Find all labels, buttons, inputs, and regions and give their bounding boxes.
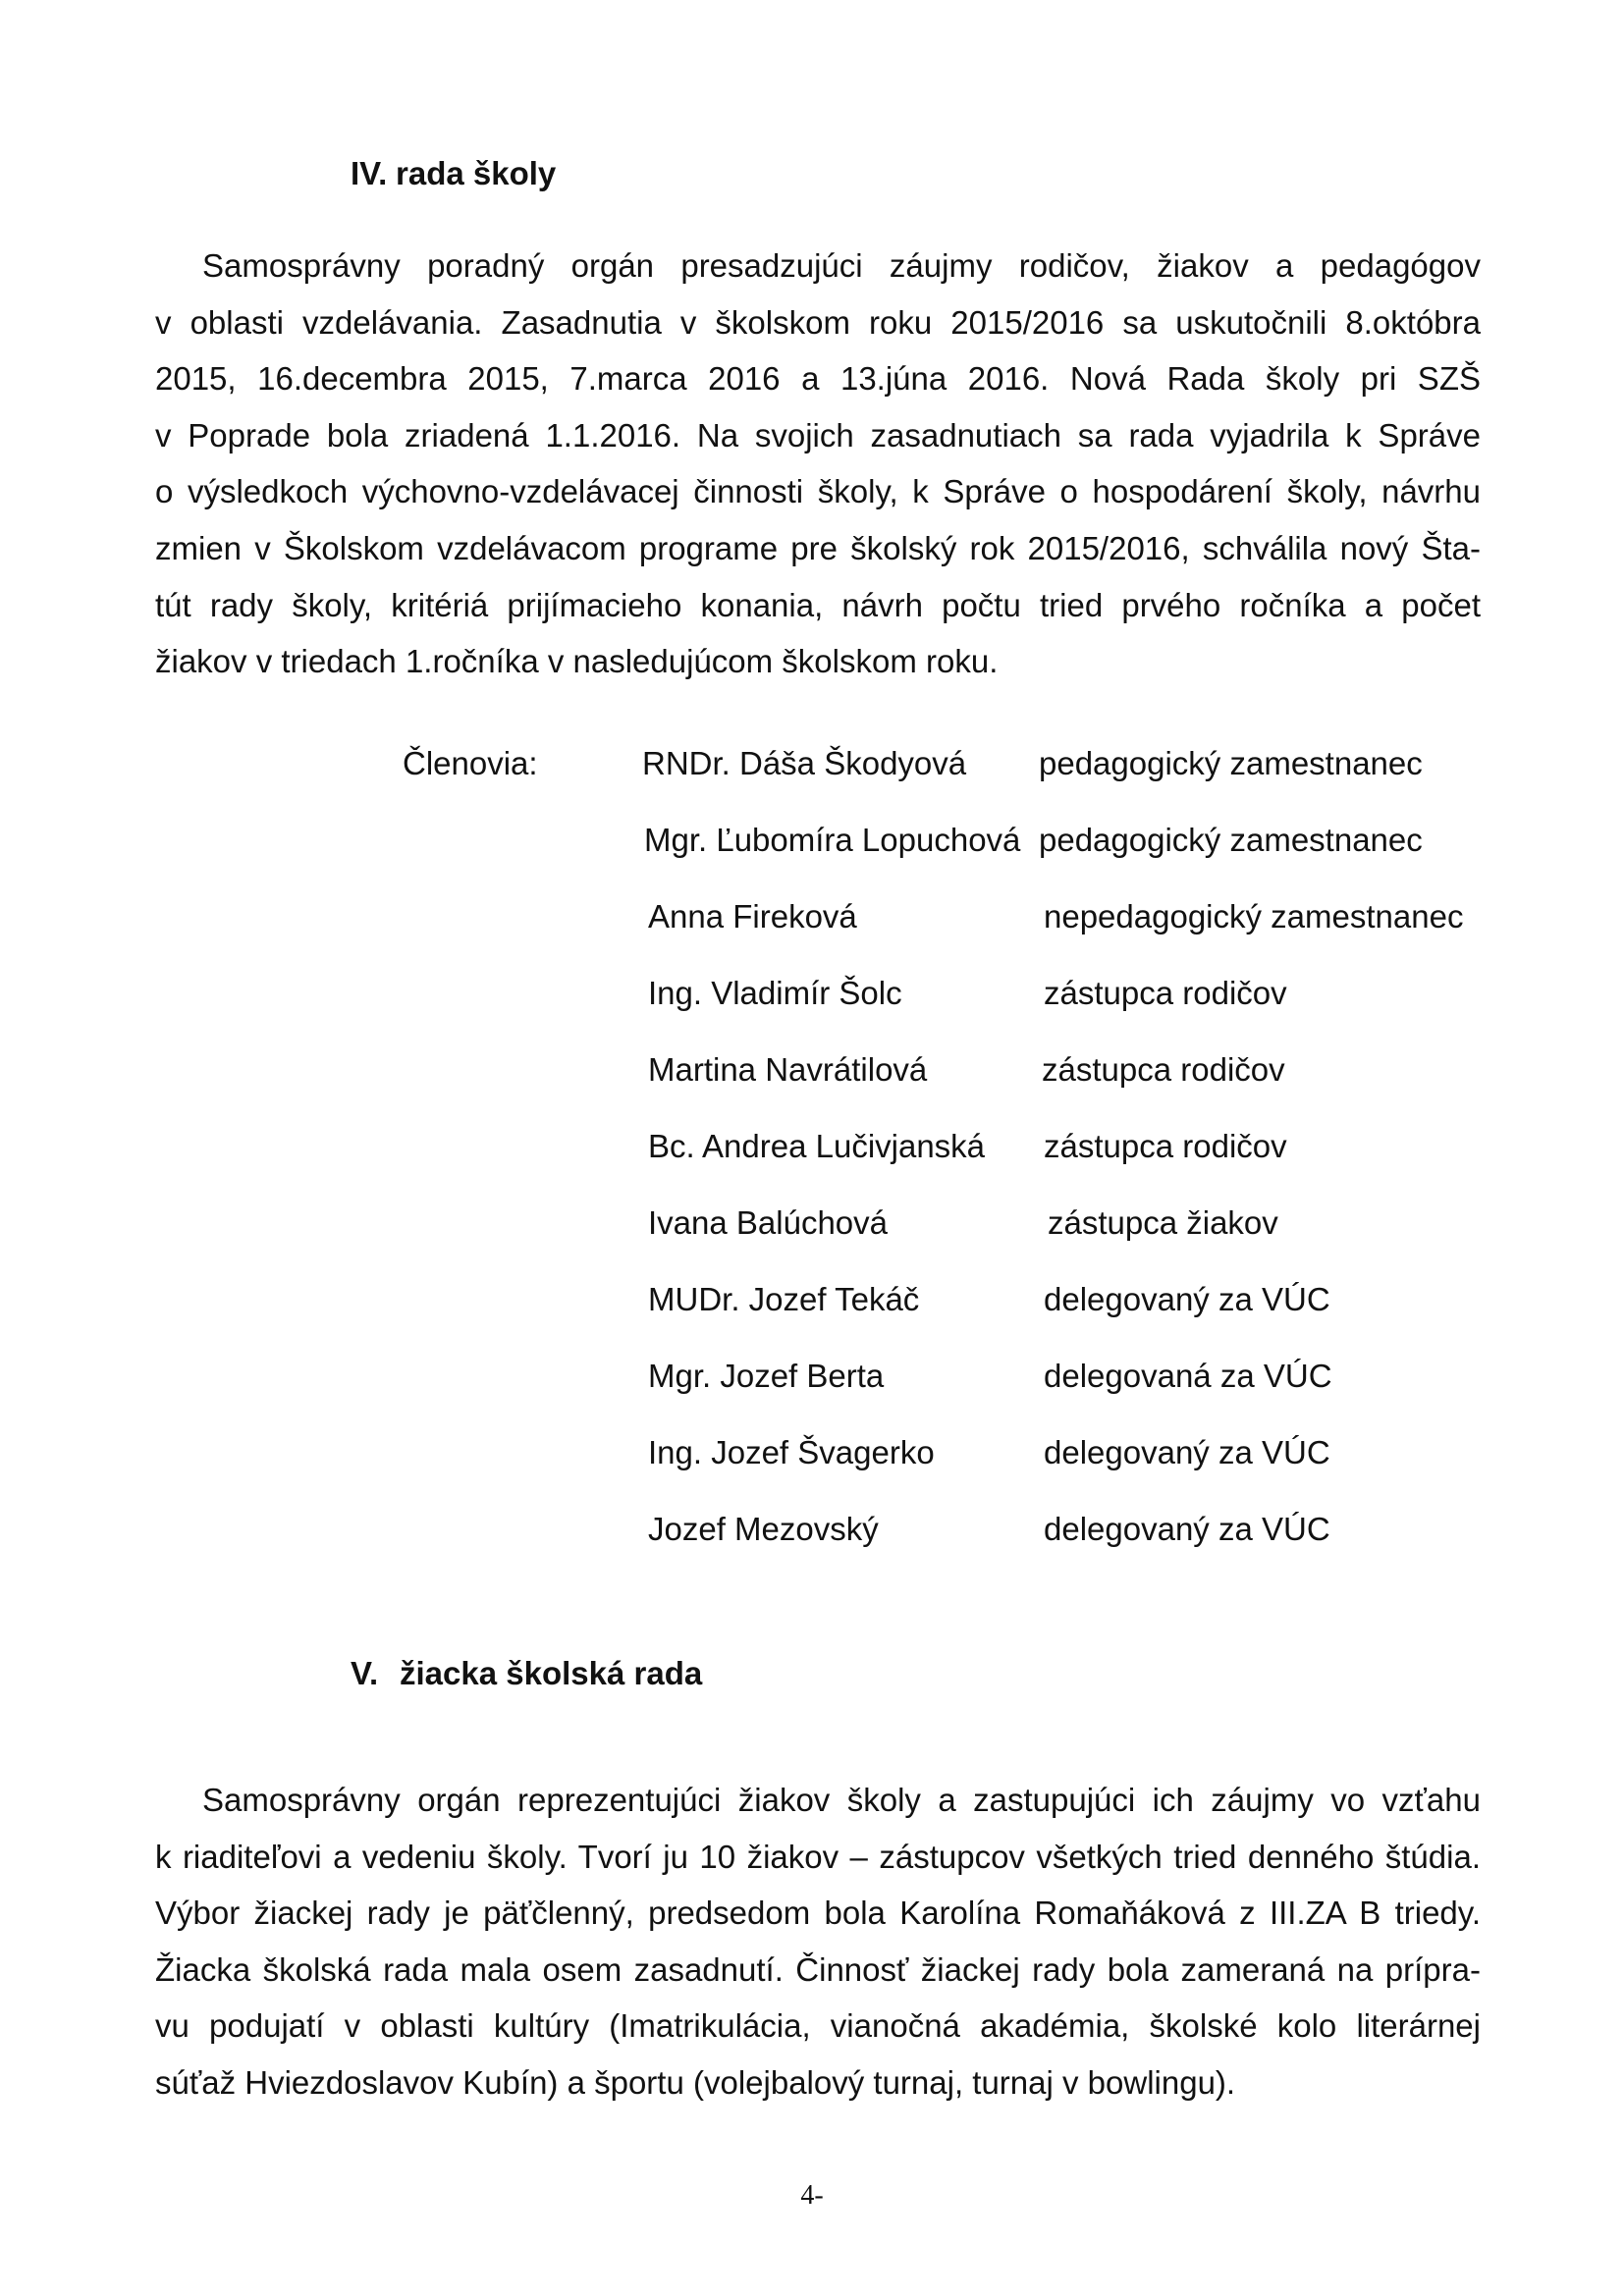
member-row <box>0 819 1624 862</box>
member-name: Ing. Jozef Švagerko <box>648 1434 935 1470</box>
member-role: zástupca žiakov <box>1048 1204 1278 1241</box>
member-role: delegovaný za VÚC <box>1044 1511 1330 1547</box>
member-role: delegovaný za VÚC <box>1044 1434 1330 1470</box>
section-5-title: žiacka školská rada <box>400 1655 703 1691</box>
paragraph-line: Samosprávny poradný orgán presadzujúci záujmy rodičov, žiakov a pedagógov <box>202 247 1481 284</box>
page-number: 4- <box>800 2180 824 2211</box>
members-label: Členovia: <box>403 745 538 781</box>
paragraph-line: žiakov v triedach 1.ročníka v nasledujúcom školskom roku. <box>155 643 999 680</box>
paragraph-line: v Poprade bola zriadená 1.1.2016. Na svojich zasadnutiach sa rada vyjadrila k Správe <box>155 416 1481 454</box>
member-role: delegovaná za VÚC <box>1044 1358 1332 1394</box>
paragraph-line: k riaditeľovi a vedeniu školy. Tvorí ju 10 žiakov – zástupcov všetkých tried denného štúdia. <box>155 1838 1481 1875</box>
member-row <box>0 1201 1624 1245</box>
section-4-number: IV. <box>351 155 388 191</box>
member-row <box>0 1048 1624 1092</box>
member-row <box>0 895 1624 938</box>
section-5-paragraph <box>155 1772 1481 2111</box>
paragraph-line: v oblasti vzdelávania. Zasadnutia v školskom roku 2015/2016 sa uskutočnili 8.októbra <box>155 303 1481 341</box>
member-role: zástupca rodičov <box>1044 1128 1287 1164</box>
member-role: zástupca rodičov <box>1044 975 1287 1011</box>
paragraph-line: 2015, 16.decembra 2015, 7.marca 2016 a 13.júna 2016. Nová Rada školy pri SZŠ <box>155 360 1481 398</box>
member-row <box>0 742 1624 785</box>
paragraph-line: zmien v Školskom vzdelávacom programe pre školský rok 2015/2016, schválila nový Šta- <box>155 529 1481 566</box>
section-5-heading <box>351 1654 702 1693</box>
member-role: pedagogický zamestnanec <box>1039 822 1423 858</box>
paragraph-line: Žiacka školská rada mala osem zasadnutí. Činnosť žiackej rady bola zameraná na prípra- <box>155 1950 1481 1988</box>
paragraph-line: o výsledkoch výchovno-vzdelávacej činnosti školy, k Správe o hospodárení školy, návrhu <box>155 473 1481 510</box>
member-role: pedagogický zamestnanec <box>1039 745 1423 781</box>
member-name: Jozef Mezovský <box>648 1511 879 1547</box>
paragraph-line: Výbor žiackej rady je päťčlenný, predsedom bola Karolína Romaňáková z III.ZA B triedy. <box>155 1895 1481 1932</box>
member-role: nepedagogický zamestnanec <box>1044 898 1464 934</box>
member-name: RNDr. Dáša Škodyová <box>642 745 967 781</box>
member-name: Mgr. Jozef Berta <box>648 1358 885 1394</box>
member-role: zástupca rodičov <box>1042 1051 1285 1088</box>
member-name: Bc. Andrea Lučivjanská <box>648 1128 986 1164</box>
member-row <box>0 1278 1624 1321</box>
member-row <box>0 1431 1624 1474</box>
paragraph-line: súťaž Hviezdoslavov Kubín) a športu (volejbalový turnaj, turnaj v bowlingu). <box>155 2063 1236 2101</box>
section-4-title: rada školy <box>396 155 557 191</box>
member-role: delegovaný za VÚC <box>1044 1281 1330 1317</box>
member-row <box>0 1355 1624 1398</box>
member-name: Mgr. Ľubomíra Lopuchová <box>644 822 1021 858</box>
member-row <box>0 1125 1624 1168</box>
section-4-heading <box>351 154 556 193</box>
section-5-number: V. <box>351 1655 379 1691</box>
member-name: Ivana Balúchová <box>648 1204 889 1241</box>
member-row <box>0 1508 1624 1551</box>
member-row <box>0 972 1624 1015</box>
paragraph-line: vu podujatí v oblasti kultúry (Imatrikulácia, vianočná akadémia, školské kolo literárnej <box>155 2007 1481 2045</box>
paragraph-line: tút rady školy, kritériá prijímacieho konania, návrh počtu tried prvého ročníka a počet <box>155 586 1481 623</box>
member-name: MUDr. Jozef Tekáč <box>648 1281 920 1317</box>
member-name: Ing. Vladimír Šolc <box>648 975 902 1011</box>
member-name: Anna Fireková <box>648 898 857 934</box>
paragraph-line: Samosprávny orgán reprezentujúci žiakov školy a zastupujúci ich záujmy vo vzťahu <box>202 1782 1481 1818</box>
member-name: Martina Navrátilová <box>648 1051 928 1088</box>
section-4-paragraph <box>155 238 1481 690</box>
